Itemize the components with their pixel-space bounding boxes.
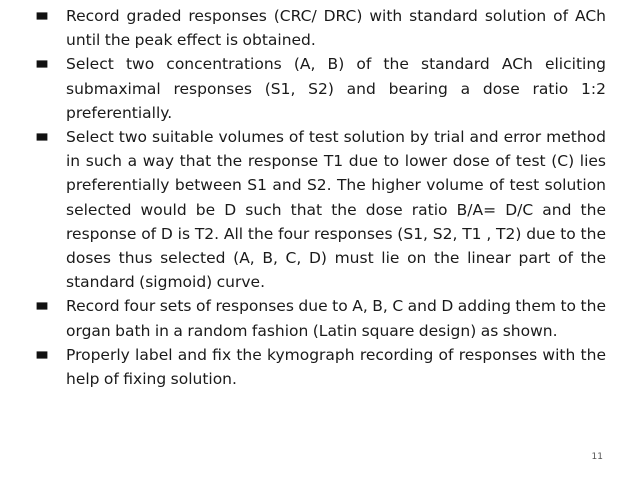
page-number: 11: [591, 452, 603, 462]
bullet-text: Properly label and fix the kymograph recording of responses with the help of fixing solution.: [66, 345, 606, 389]
bullet-item: [36, 4, 606, 52]
bullet-text: Record graded responses (CRC/ DRC) with standard solution of ACh until the peak effect is obtained.: [66, 7, 606, 50]
bullet-item: [36, 125, 606, 294]
bullet-text: Record four sets of responses due to A, B, C and D adding them to the organ bath in a random fashion (Latin square design) as shown.: [66, 297, 606, 340]
square-bullet-icon: [37, 61, 48, 68]
bullet-item: [36, 52, 606, 125]
bullet-item: [36, 294, 606, 342]
bullet-item: [36, 343, 606, 391]
square-bullet-icon: [37, 133, 48, 140]
bullet-text: Select two concentrations (A, B) of the standard ACh eliciting submaximal responses (S1, S2) and bearing a dose ratio 1:2 preferentially.: [66, 55, 606, 122]
square-bullet-icon: [37, 303, 48, 310]
bullet-text: Select two suitable volumes of test solution by trial and error method in such a way that the response T1 due to lower dose of test (C) lies preferentially between S1 and S2. The higher volume of test solution selected would be D such that the dose ratio B/A= D/C and the response of D is T2. All the four responses (S1, S2, T1 , T2) due to the doses thus selected (A, B, C, D) must lie on the linear part of the standard (sigmoid) curve.: [66, 128, 606, 292]
square-bullet-icon: [37, 351, 48, 358]
bullet-list: [36, 4, 606, 391]
square-bullet-icon: [37, 12, 48, 19]
